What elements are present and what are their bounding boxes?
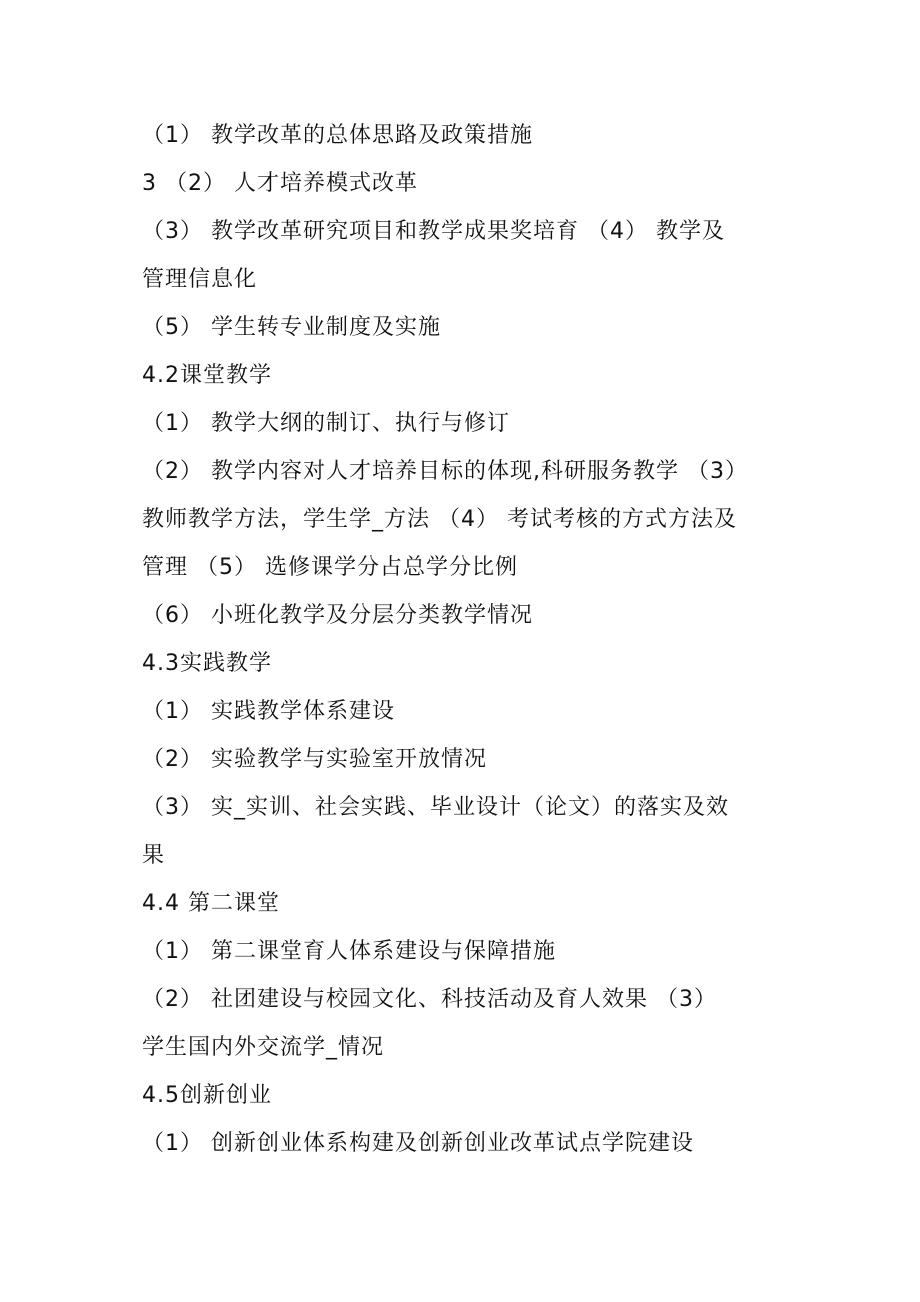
section-heading: 4.2课堂教学	[142, 363, 272, 388]
text-line: 教师教学方法，学生学_方法 （4） 考试考核的方式方法及	[142, 507, 737, 532]
text-line: （1） 创新创业体系构建及创新创业改革试点学院建设	[142, 1131, 694, 1156]
text-line: （1） 教学大纲的制订、执行与修订	[142, 411, 510, 436]
text-line: 学生国内外交流学_情况	[142, 1035, 385, 1060]
text-line: （1） 第二课堂育人体系建设与保障措施	[142, 939, 556, 964]
text-line: （3） 实_实训、社会实践、毕业设计（论文）的落实及效	[142, 795, 729, 820]
text-line: （3） 教学改革研究项目和教学成果奖培育 （4） 教学及	[142, 219, 725, 244]
text-line: 果	[142, 843, 166, 868]
text-line: 管理 （5） 选修课学分占总学分比例	[142, 555, 518, 580]
text-line: （2） 社团建设与校园文化、科技活动及育人效果 （3）	[142, 987, 717, 1012]
section-heading: 4.5创新创业	[142, 1083, 272, 1108]
text-line: 管理信息化	[142, 267, 258, 292]
text-line: （2） 实验教学与实验室开放情况	[142, 747, 487, 772]
text-line: （5） 学生转专业制度及实施	[142, 315, 441, 340]
section-heading: 4.4 第二课堂	[142, 891, 280, 916]
text-line: 3 （2） 人才培养模式改革	[142, 171, 418, 196]
text-line: （1） 教学改革的总体思路及政策措施	[142, 123, 533, 148]
section-heading: 4.3实践教学	[142, 651, 272, 676]
text-line: （1） 实践教学体系建设	[142, 699, 395, 724]
text-line: （2） 教学内容对人才培养目标的体现,科研服务教学 （3）	[142, 459, 748, 484]
text-line: （6） 小班化教学及分层分类教学情况	[142, 603, 533, 628]
